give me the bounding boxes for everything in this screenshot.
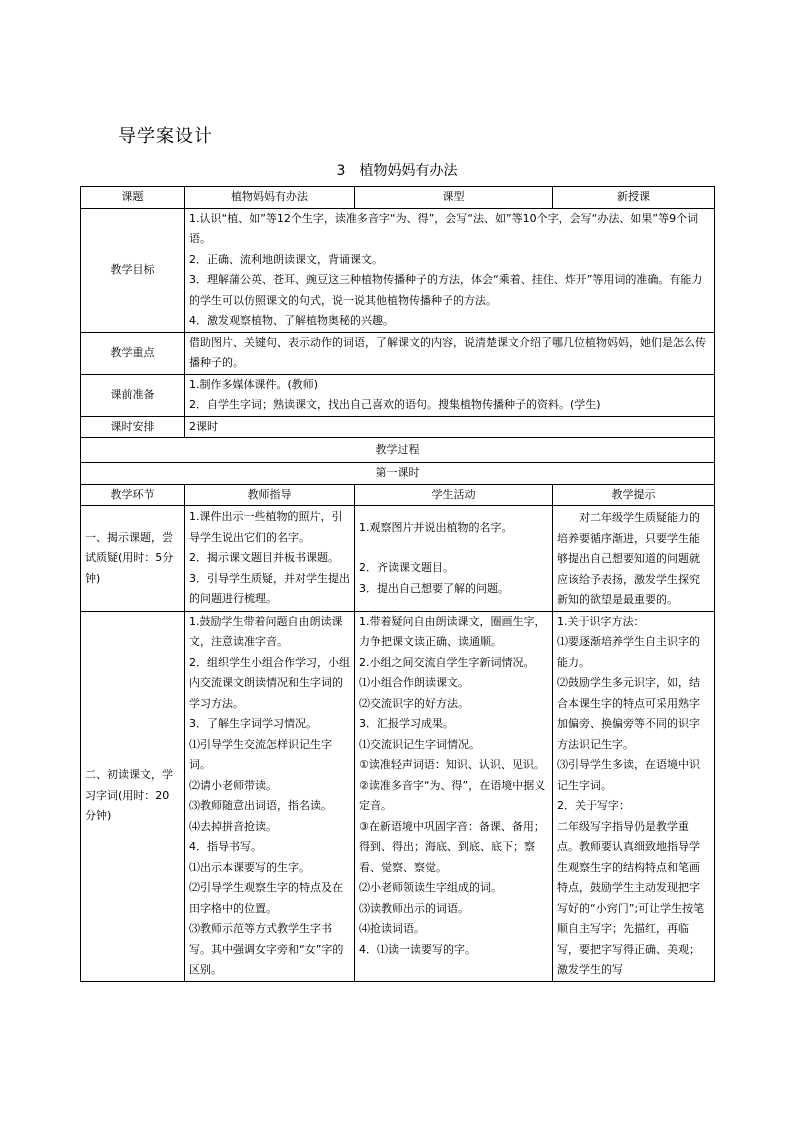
teacher-item: 2．揭示课文题目并板书课题。 [189,551,339,564]
tips-item: ⑶引导学生多读，在语境中识记生字词。 [557,758,700,792]
student-item: ②读准多音字“为、得”，在语境中据义定音。 [359,778,546,812]
teacher-item: ⑴引导学生交流怎样识记生字词。 [189,737,332,771]
student-item: ⑴交流识记生字词情况。 [359,737,480,751]
teacher-item: 4．指导书写。 [189,840,262,853]
stage-cell: 一、揭示课题，尝试质疑(用时：5分钟) [81,506,185,612]
goals-label: 教学目标 [81,208,185,332]
teacher-item: 1.课件出示一些植物的照片，引导学生说出它们的名字。 [189,510,343,544]
teacher-item: 3．引导学生质疑，并对学生提出的问题进行梳理。 [189,571,350,605]
tips-cell [553,611,715,981]
tips-item: ⑴要逐渐培养学生自主识字的能力。 [557,635,700,669]
focus-row [81,332,715,374]
student-item: 1.带着疑问自由朗读课文，圈画生字，力争把课文读正确、读通顺。 [359,614,546,648]
focus-content: 借助图片、关键句、表示动作的词语，了解课文的内容，说清楚课文介绍了哪几位植物妈妈，她们是怎么传播种子的。 [185,332,715,374]
goals-row [81,208,715,332]
student-item: ⑶读教师出示的词语。 [359,901,469,915]
header-tips: 教学提示 [553,484,715,506]
document-heading: 导学案设计 [118,126,213,147]
teacher-item: 2．组织学生小组合作学习，小组内交流课文朗读情况和生字词的学习方法。 [189,655,350,710]
goal-item: 2．正确、流利地朗读课文，背诵课文。 [189,252,383,266]
student-cell [355,506,553,612]
tips-item: 对二年级学生质疑能力的培养要循序渐进，只要学生能够提出自己想要知道的问题就应该给予表扬，激发学生探究新知的欲望是最重要的。 [557,511,700,606]
hours-row [81,416,715,438]
teacher-item: ⑵引导学生观察生字的特点及在田字格中的位置。 [189,881,343,915]
prep-item: 2．自学生字词；熟读课文，找出自己喜欢的语句。搜集植物传播种子的资料。(学生) [189,398,601,411]
lesson-title [0,160,794,180]
prep-item: 1.制作多媒体课件。(教师) [189,377,319,391]
lesson-name: 植物妈妈有办法 [359,163,458,179]
first-lesson-title: 第一课时 [81,463,715,485]
hours-value: 2课时 [185,416,715,438]
student-item: ⑷抢读词语。 [359,922,425,935]
tips-cell [553,506,715,612]
type-label: 课型 [355,187,553,209]
teacher-item: ⑶教师示范等方式教学生字书写。其中强调女字旁和“女”字的区别。 [189,922,344,976]
hours-label: 课时安排 [81,416,185,438]
stage-cell: 二、初读课文，学习字词(用时：20分钟) [81,611,185,981]
header-student: 学生活动 [355,484,553,506]
tips-item: ⑵鼓励学生多元识字，如，结合本课生字的特点可采用熟字加偏旁、换偏旁等不同的识字方法识记生字。 [557,676,700,751]
student-item: ⑵小老师领读生字组成的词。 [359,881,502,894]
teacher-cell [185,611,355,981]
process-title: 教学过程 [81,438,715,463]
topic-label: 课题 [81,187,185,209]
goals-content [185,208,715,332]
lesson-number: 3 [336,163,346,179]
teacher-item: ⑵请小老师带读。 [189,778,277,792]
teacher-item: 3．了解生字词学习情况。 [189,717,317,730]
tips-item: 二年级写字指导仍是教学重点。教师要认真细致地指导学生观察生字的结构特点和笔画特点，鼓励学生主动发现把字写好的“小窍门”;可让学生按笔顺自主写字；先描红，再临写，要把字写得正确、美观；激发学生的写 [557,819,705,976]
teacher-item: ⑷去掉拼音抢读。 [189,819,277,833]
teacher-cell [185,506,355,612]
student-item: ①读准轻声词语：知识、认识、见识。 [359,758,545,771]
student-item: 4．⑴读一读要写的字。 [359,942,476,956]
topic-row [81,187,715,209]
student-item: ⑵交流识字的好方法。 [359,696,469,710]
section-row-2 [81,611,715,981]
lesson-plan-table [80,186,715,982]
header-teacher: 教师指导 [185,484,355,506]
tips-item: 2．关于写字： [557,799,630,812]
student-cell [355,611,553,981]
tips-item: 1.关于识字方法： [557,614,645,628]
teacher-item: ⑴出示本课要写的生字。 [189,860,310,874]
student-item: 2.小组之间交流自学生字新词情况。 [359,655,535,669]
student-item: 3．汇报学习成果。 [359,717,454,730]
prep-row [81,374,715,416]
goal-item: 1.认识“植、如”等12个生字，读准多音字“为、得”，会写“法、如”等10个字，会写“办法、如果”等9个词语。 [189,211,699,245]
goal-item: 4．激发观察植物、了解植物奥秘的兴趣。 [189,314,394,327]
section-row-1 [81,506,715,612]
prep-label: 课前准备 [81,374,185,416]
type-value: 新授课 [553,187,715,209]
prep-content [185,374,715,416]
first-lesson-row [81,463,715,485]
column-headers [81,484,715,506]
header-stage: 教学环节 [81,484,185,506]
student-item: ③在新语境中巩固字音：备课、备用；得到、得出；海底、到底、底下；察看、觉察、察觉。 [359,819,545,874]
student-item: 3．提出自己想要了解的问题。 [359,581,509,595]
goal-item: 3．理解蒲公英、苍耳、豌豆这三种植物传播种子的方法，体会“乘着、挂住、炸开”等用词的准确。有能力的学生可以仿照课文的句式，说一说其他植物传播种子的方法。 [189,273,703,307]
student-item: ⑴小组合作朗读课文。 [359,676,469,689]
teacher-item: ⑶教师随意出词语，指名读。 [189,799,332,812]
process-title-row [81,438,715,463]
topic-value: 植物妈妈有办法 [185,187,355,209]
focus-label: 教学重点 [81,332,185,374]
student-item: 1.观察图片并说出植物的名字。 [359,520,513,534]
student-item: 2．齐读课文题目。 [359,561,454,574]
teacher-item: 1.鼓励学生带着问题自由朗读课文，注意读准字音。 [189,614,343,648]
